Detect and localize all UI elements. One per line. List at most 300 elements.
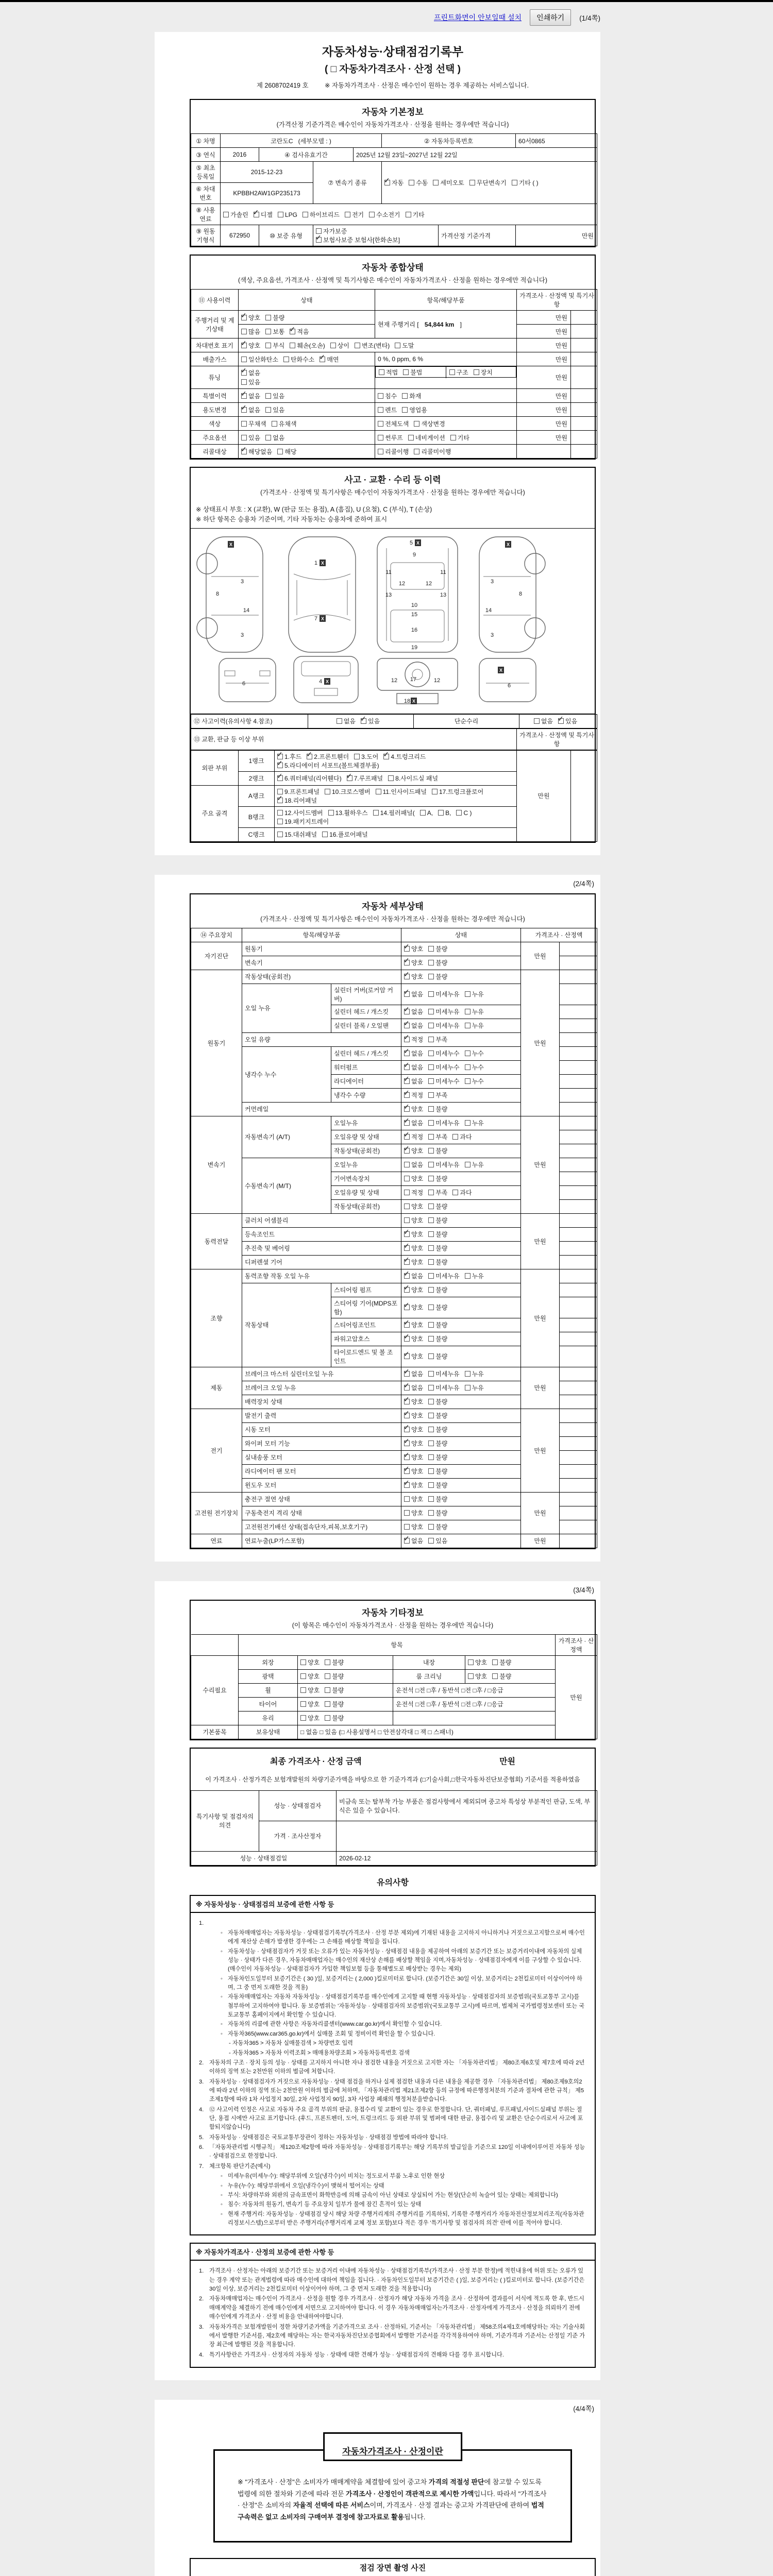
checkbox-option[interactable]	[223, 210, 248, 219]
checkbox-icon[interactable]	[265, 329, 271, 334]
checkbox-icon[interactable]	[404, 1440, 410, 1446]
checkbox-icon[interactable]	[404, 1037, 410, 1042]
checkbox-option[interactable]	[402, 392, 421, 400]
checkbox-option[interactable]	[404, 1132, 423, 1141]
checkbox-icon[interactable]	[404, 1454, 410, 1460]
checkbox-icon[interactable]	[409, 180, 414, 185]
checkbox-option[interactable]	[404, 1481, 423, 1489]
checkbox-icon[interactable]	[283, 357, 289, 362]
checkbox-option[interactable]	[354, 752, 378, 761]
checkbox-icon[interactable]	[452, 1190, 458, 1195]
checkbox-option[interactable]	[404, 1285, 423, 1294]
checkbox-option[interactable]	[456, 809, 472, 817]
checkbox-option[interactable]	[369, 210, 400, 219]
checkbox-option[interactable]	[322, 830, 368, 839]
checkbox-option[interactable]	[428, 1049, 459, 1058]
checkbox-icon[interactable]	[465, 1273, 470, 1279]
checkbox-icon[interactable]	[404, 1120, 410, 1126]
checkbox-option[interactable]	[337, 717, 356, 725]
checkbox-icon[interactable]	[404, 1245, 410, 1251]
checkbox-icon[interactable]	[404, 1304, 410, 1310]
checkbox-icon[interactable]	[300, 1715, 306, 1721]
checkbox-icon[interactable]	[406, 212, 411, 217]
checkbox-icon[interactable]	[345, 212, 350, 217]
checkbox-option[interactable]	[347, 774, 383, 783]
checkbox-option[interactable]	[428, 1411, 447, 1420]
checkbox-option[interactable]	[428, 1334, 447, 1343]
checkbox-icon[interactable]	[388, 775, 394, 781]
checkbox-icon[interactable]	[241, 379, 247, 385]
checkbox-option[interactable]	[404, 1160, 423, 1169]
checkbox-icon[interactable]	[404, 1468, 410, 1474]
checkbox-icon[interactable]	[300, 1659, 306, 1665]
checkbox-icon[interactable]	[428, 1413, 434, 1418]
checkbox-icon[interactable]	[404, 1050, 410, 1056]
checkbox-option[interactable]	[300, 1658, 320, 1667]
checkbox-icon[interactable]	[404, 1064, 410, 1070]
checkbox-icon[interactable]	[404, 1176, 410, 1181]
checkbox-icon[interactable]	[456, 810, 462, 816]
checkbox-option[interactable]	[404, 990, 423, 998]
checkbox-icon[interactable]	[428, 1064, 434, 1070]
checkbox-option[interactable]	[465, 1272, 484, 1280]
checkbox-icon[interactable]	[428, 1231, 434, 1237]
checkbox-option[interactable]	[450, 433, 469, 442]
checkbox-option[interactable]	[428, 1509, 447, 1517]
checkbox-icon[interactable]	[468, 1673, 474, 1679]
checkbox-icon[interactable]	[355, 343, 360, 348]
checkbox-icon[interactable]	[395, 343, 400, 348]
checkbox-option[interactable]	[404, 1352, 423, 1361]
checkbox-icon[interactable]	[402, 407, 408, 413]
checkbox-icon[interactable]	[404, 1322, 410, 1328]
checkbox-option[interactable]	[388, 774, 438, 783]
checkbox-option[interactable]	[428, 1146, 447, 1155]
checkbox-option[interactable]	[404, 1077, 423, 1086]
checkbox-icon[interactable]	[361, 718, 366, 724]
checkbox-option[interactable]	[433, 178, 464, 187]
checkbox-option[interactable]	[265, 392, 284, 400]
checkbox-icon[interactable]	[428, 1050, 434, 1056]
checkbox-option[interactable]	[428, 1320, 447, 1329]
checkbox-option[interactable]	[469, 178, 507, 187]
checkbox-option[interactable]	[404, 1202, 423, 1211]
checkbox-option[interactable]	[404, 1439, 423, 1448]
checkbox-option[interactable]	[404, 1174, 423, 1183]
checkbox-icon[interactable]	[404, 1482, 410, 1488]
checkbox-option[interactable]	[404, 1334, 423, 1343]
checkbox-option[interactable]	[428, 1467, 447, 1476]
checkbox-option[interactable]	[373, 808, 415, 817]
checkbox-icon[interactable]	[465, 1385, 470, 1391]
checkbox-option[interactable]	[465, 1077, 484, 1086]
checkbox-option[interactable]	[428, 1244, 447, 1252]
checkbox-icon[interactable]	[404, 1259, 410, 1265]
checkbox-icon[interactable]	[449, 369, 455, 375]
checkbox-icon[interactable]	[277, 449, 283, 454]
checkbox-option[interactable]	[404, 1495, 423, 1503]
checkbox-option[interactable]	[404, 1467, 423, 1476]
checkbox-option[interactable]	[300, 1714, 320, 1722]
checkbox-option[interactable]	[474, 368, 493, 377]
checkbox-icon[interactable]	[428, 1454, 434, 1460]
checkbox-icon[interactable]	[404, 1353, 410, 1359]
checkbox-option[interactable]	[330, 341, 349, 350]
checkbox-icon[interactable]	[241, 407, 247, 413]
checkbox-option[interactable]	[241, 313, 260, 322]
checkbox-icon[interactable]	[428, 1322, 434, 1328]
checkbox-option[interactable]	[254, 210, 273, 219]
checkbox-icon[interactable]	[428, 1440, 434, 1446]
checkbox-icon[interactable]	[325, 1701, 330, 1707]
checkbox-icon[interactable]	[404, 1217, 410, 1223]
checkbox-option[interactable]	[428, 1174, 447, 1183]
checkbox-icon[interactable]	[465, 1050, 470, 1056]
checkbox-option[interactable]	[290, 341, 325, 350]
checkbox-icon[interactable]	[277, 810, 283, 816]
checkbox-option[interactable]	[404, 1509, 423, 1517]
checkbox-option[interactable]	[404, 1320, 423, 1329]
checkbox-option[interactable]	[428, 1202, 447, 1211]
checkbox-icon[interactable]	[223, 212, 229, 217]
checkbox-option[interactable]	[241, 392, 260, 400]
checkbox-icon[interactable]	[404, 1496, 410, 1502]
checkbox-icon[interactable]	[465, 1120, 470, 1126]
checkbox-option[interactable]	[300, 1672, 320, 1681]
checkbox-option[interactable]	[428, 1230, 447, 1239]
checkbox-option[interactable]	[265, 341, 284, 350]
checkbox-icon[interactable]	[337, 718, 342, 724]
checkbox-icon[interactable]	[428, 1385, 434, 1391]
checkbox-icon[interactable]	[512, 180, 517, 185]
checkbox-option[interactable]	[404, 1383, 423, 1392]
checkbox-option[interactable]	[428, 1105, 447, 1113]
checkbox-icon[interactable]	[408, 435, 414, 440]
checkbox-icon[interactable]	[404, 1023, 410, 1028]
checkbox-icon[interactable]	[414, 449, 419, 454]
checkbox-option[interactable]	[300, 1686, 320, 1694]
checkbox-icon[interactable]	[428, 1106, 434, 1112]
checkbox-icon[interactable]	[428, 1304, 434, 1310]
checkbox-icon[interactable]	[404, 1427, 410, 1432]
checkbox-icon[interactable]	[428, 960, 434, 965]
checkbox-option[interactable]	[277, 830, 317, 839]
checkbox-option[interactable]	[265, 405, 284, 414]
checkbox-option[interactable]	[303, 210, 340, 219]
checkbox-icon[interactable]	[241, 393, 247, 399]
checkbox-icon[interactable]	[428, 1176, 434, 1181]
checkbox-option[interactable]	[428, 1439, 447, 1448]
checkbox-icon[interactable]	[428, 1120, 434, 1126]
checkbox-option[interactable]	[384, 178, 404, 187]
checkbox-icon[interactable]	[428, 1524, 434, 1530]
checkbox-option[interactable]	[361, 717, 380, 725]
checkbox-option[interactable]	[428, 1522, 447, 1531]
checkbox-icon[interactable]	[450, 435, 456, 440]
checkbox-option[interactable]	[277, 808, 323, 817]
install-print-link[interactable]: 프린트화면이 안보일때 설치	[434, 13, 522, 22]
checkbox-option[interactable]	[465, 1049, 484, 1058]
checkbox-icon[interactable]	[404, 1078, 410, 1084]
checkbox-option[interactable]	[404, 1411, 423, 1420]
checkbox-icon[interactable]	[325, 1659, 330, 1665]
checkbox-icon[interactable]	[404, 1399, 410, 1404]
checkbox-icon[interactable]	[277, 832, 283, 837]
checkbox-icon[interactable]	[330, 343, 336, 348]
checkbox-option[interactable]	[409, 178, 428, 187]
checkbox-option[interactable]	[403, 368, 422, 377]
checkbox-icon[interactable]	[322, 832, 328, 837]
checkbox-icon[interactable]	[383, 754, 389, 759]
checkbox-icon[interactable]	[404, 1204, 410, 1209]
checkbox-option[interactable]	[558, 717, 577, 725]
checkbox-icon[interactable]	[428, 1148, 434, 1154]
checkbox-option[interactable]	[404, 1230, 423, 1239]
checkbox-option[interactable]	[277, 787, 320, 796]
checkbox-icon[interactable]	[428, 1190, 434, 1195]
checkbox-icon[interactable]	[465, 1162, 470, 1167]
checkbox-option[interactable]	[404, 1425, 423, 1434]
checkbox-option[interactable]	[290, 327, 309, 336]
checkbox-icon[interactable]	[428, 1399, 434, 1404]
checkbox-option[interactable]	[492, 1672, 511, 1681]
checkbox-option[interactable]	[428, 1369, 459, 1378]
checkbox-option[interactable]	[404, 1118, 423, 1127]
checkbox-option[interactable]	[277, 761, 379, 770]
checkbox-option[interactable]	[325, 1658, 344, 1667]
checkbox-option[interactable]	[277, 796, 317, 805]
checkbox-option[interactable]	[404, 1397, 423, 1406]
checkbox-icon[interactable]	[452, 1134, 458, 1140]
checkbox-icon[interactable]	[428, 1245, 434, 1251]
checkbox-option[interactable]	[404, 1146, 423, 1155]
checkbox-option[interactable]	[452, 1132, 472, 1141]
checkbox-option[interactable]	[428, 1021, 459, 1030]
checkbox-option[interactable]	[404, 1272, 423, 1280]
checkbox-icon[interactable]	[428, 1023, 434, 1028]
checkbox-option[interactable]	[241, 447, 272, 456]
checkbox-option[interactable]	[408, 433, 445, 442]
checkbox-option[interactable]	[379, 368, 398, 377]
checkbox-option[interactable]	[404, 1522, 423, 1531]
checkbox-option[interactable]	[449, 368, 468, 377]
checkbox-option[interactable]	[428, 1035, 447, 1044]
checkbox-option[interactable]	[241, 341, 260, 350]
checkbox-option[interactable]	[402, 405, 427, 414]
checkbox-icon[interactable]	[404, 1009, 410, 1014]
checkbox-icon[interactable]	[404, 1134, 410, 1140]
checkbox-option[interactable]	[420, 809, 433, 817]
checkbox-icon[interactable]	[428, 1273, 434, 1279]
checkbox-icon[interactable]	[428, 1009, 434, 1014]
checkbox-option[interactable]	[404, 972, 423, 981]
checkbox-icon[interactable]	[420, 810, 426, 816]
checkbox-option[interactable]	[265, 313, 284, 322]
checkbox-option[interactable]	[404, 1035, 423, 1044]
checkbox-option[interactable]	[404, 1258, 423, 1266]
checkbox-icon[interactable]	[278, 212, 283, 217]
checkbox-option[interactable]	[404, 1007, 423, 1016]
checkbox-option[interactable]	[272, 419, 297, 428]
checkbox-icon[interactable]	[378, 435, 383, 440]
checkbox-icon[interactable]	[404, 960, 410, 965]
checkbox-option[interactable]	[428, 1007, 459, 1016]
checkbox-option[interactable]	[452, 1188, 472, 1197]
checkbox-icon[interactable]	[241, 343, 247, 348]
checkbox-option[interactable]	[404, 1049, 423, 1058]
checkbox-icon[interactable]	[428, 1510, 434, 1516]
checkbox-icon[interactable]	[325, 1673, 330, 1679]
checkbox-option[interactable]	[404, 1188, 423, 1197]
checkbox-option[interactable]	[492, 1658, 511, 1667]
checkbox-icon[interactable]	[290, 343, 295, 348]
checkbox-option[interactable]	[404, 1453, 423, 1462]
checkbox-icon[interactable]	[428, 1287, 434, 1293]
checkbox-option[interactable]	[404, 1216, 423, 1225]
checkbox-icon[interactable]	[465, 1371, 470, 1377]
checkbox-icon[interactable]	[241, 370, 247, 376]
checkbox-icon[interactable]	[277, 819, 283, 824]
checkbox-icon[interactable]	[403, 369, 409, 375]
checkbox-option[interactable]	[432, 787, 483, 796]
checkbox-icon[interactable]	[428, 991, 434, 997]
checkbox-option[interactable]	[428, 1453, 447, 1462]
checkbox-icon[interactable]	[378, 421, 383, 427]
checkbox-icon[interactable]	[369, 212, 375, 217]
checkbox-option[interactable]	[241, 368, 372, 377]
checkbox-icon[interactable]	[404, 1273, 410, 1279]
checkbox-option[interactable]	[428, 1481, 447, 1489]
checkbox-icon[interactable]	[414, 421, 419, 427]
checkbox-icon[interactable]	[404, 1510, 410, 1516]
checkbox-option[interactable]	[414, 447, 451, 456]
checkbox-icon[interactable]	[265, 315, 271, 320]
checkbox-icon[interactable]	[325, 789, 330, 794]
checkbox-icon[interactable]	[428, 1217, 434, 1223]
checkbox-icon[interactable]	[404, 1190, 410, 1195]
checkbox-option[interactable]	[325, 787, 371, 796]
checkbox-icon[interactable]	[428, 1427, 434, 1432]
checkbox-option[interactable]	[468, 1658, 487, 1667]
checkbox-icon[interactable]	[325, 1715, 330, 1721]
checkbox-icon[interactable]	[438, 810, 444, 816]
checkbox-option[interactable]	[383, 752, 426, 761]
checkbox-option[interactable]	[428, 1303, 447, 1312]
checkbox-option[interactable]	[300, 1700, 320, 1708]
checkbox-icon[interactable]	[428, 1482, 434, 1488]
checkbox-option[interactable]	[307, 752, 349, 761]
checkbox-icon[interactable]	[378, 449, 383, 454]
checkbox-option[interactable]	[428, 972, 447, 981]
checkbox-option[interactable]	[428, 1091, 447, 1099]
checkbox-icon[interactable]	[241, 357, 247, 362]
checkbox-option[interactable]	[428, 1132, 447, 1141]
checkbox-icon[interactable]	[272, 421, 277, 427]
checkbox-icon[interactable]	[241, 329, 247, 334]
checkbox-icon[interactable]	[316, 237, 322, 243]
checkbox-icon[interactable]	[320, 357, 325, 362]
checkbox-icon[interactable]	[347, 775, 352, 781]
checkbox-icon[interactable]	[428, 1496, 434, 1502]
checkbox-icon[interactable]	[428, 1092, 434, 1098]
checkbox-icon[interactable]	[300, 1673, 306, 1679]
checkbox-icon[interactable]	[468, 1659, 474, 1665]
print-button[interactable]: 인쇄하기	[530, 9, 571, 26]
checkbox-option[interactable]	[465, 1118, 484, 1127]
checkbox-option[interactable]	[534, 717, 553, 725]
checkbox-icon[interactable]	[404, 946, 410, 952]
checkbox-icon[interactable]	[265, 393, 271, 399]
checkbox-icon[interactable]	[241, 435, 247, 440]
checkbox-icon[interactable]	[254, 212, 259, 217]
checkbox-option[interactable]	[378, 419, 409, 428]
checkbox-option[interactable]	[438, 809, 451, 817]
checkbox-option[interactable]	[428, 990, 459, 998]
checkbox-icon[interactable]	[465, 1009, 470, 1014]
checkbox-icon[interactable]	[428, 1371, 434, 1377]
checkbox-option[interactable]	[404, 1244, 423, 1252]
checkbox-icon[interactable]	[474, 369, 479, 375]
checkbox-option[interactable]	[265, 433, 284, 442]
checkbox-icon[interactable]	[265, 343, 271, 348]
checkbox-option[interactable]	[428, 1077, 459, 1086]
checkbox-option[interactable]	[378, 447, 409, 456]
checkbox-icon[interactable]	[465, 991, 470, 997]
checkbox-option[interactable]	[404, 1369, 423, 1378]
checkbox-option[interactable]	[325, 1714, 344, 1722]
checkbox-option[interactable]	[404, 958, 423, 967]
checkbox-icon[interactable]	[404, 1148, 410, 1154]
checkbox-icon[interactable]	[404, 1092, 410, 1098]
checkbox-option[interactable]	[345, 210, 364, 219]
checkbox-option[interactable]	[378, 392, 397, 400]
checkbox-icon[interactable]	[241, 421, 247, 427]
checkbox-icon[interactable]	[241, 315, 247, 320]
checkbox-option[interactable]	[428, 1495, 447, 1503]
checkbox-option[interactable]	[265, 327, 284, 336]
checkbox-icon[interactable]	[492, 1659, 498, 1665]
checkbox-icon[interactable]	[277, 775, 283, 781]
checkbox-icon[interactable]	[325, 1687, 330, 1693]
checkbox-option[interactable]	[283, 355, 314, 364]
checkbox-option[interactable]	[404, 1021, 423, 1030]
checkbox-option[interactable]	[465, 1007, 484, 1016]
checkbox-icon[interactable]	[241, 449, 247, 454]
checkbox-icon[interactable]	[328, 810, 334, 816]
checkbox-option[interactable]	[376, 787, 427, 796]
checkbox-icon[interactable]	[404, 1336, 410, 1342]
checkbox-option[interactable]	[328, 808, 368, 817]
checkbox-icon[interactable]	[465, 1023, 470, 1028]
checkbox-icon[interactable]	[404, 1231, 410, 1237]
checkbox-option[interactable]	[277, 447, 296, 456]
checkbox-icon[interactable]	[558, 718, 564, 724]
checkbox-option[interactable]	[404, 1063, 423, 1072]
checkbox-icon[interactable]	[265, 435, 271, 440]
checkbox-icon[interactable]	[404, 1538, 410, 1544]
checkbox-icon[interactable]	[265, 407, 271, 413]
checkbox-icon[interactable]	[432, 789, 438, 794]
checkbox-icon[interactable]	[404, 1287, 410, 1293]
checkbox-icon[interactable]	[469, 180, 475, 185]
checkbox-option[interactable]	[428, 1285, 447, 1294]
checkbox-option[interactable]	[428, 1536, 447, 1545]
checkbox-icon[interactable]	[428, 1259, 434, 1265]
checkbox-icon[interactable]	[433, 180, 439, 185]
checkbox-option[interactable]	[465, 1383, 484, 1392]
checkbox-option[interactable]	[428, 958, 447, 967]
checkbox-option[interactable]	[428, 944, 447, 953]
